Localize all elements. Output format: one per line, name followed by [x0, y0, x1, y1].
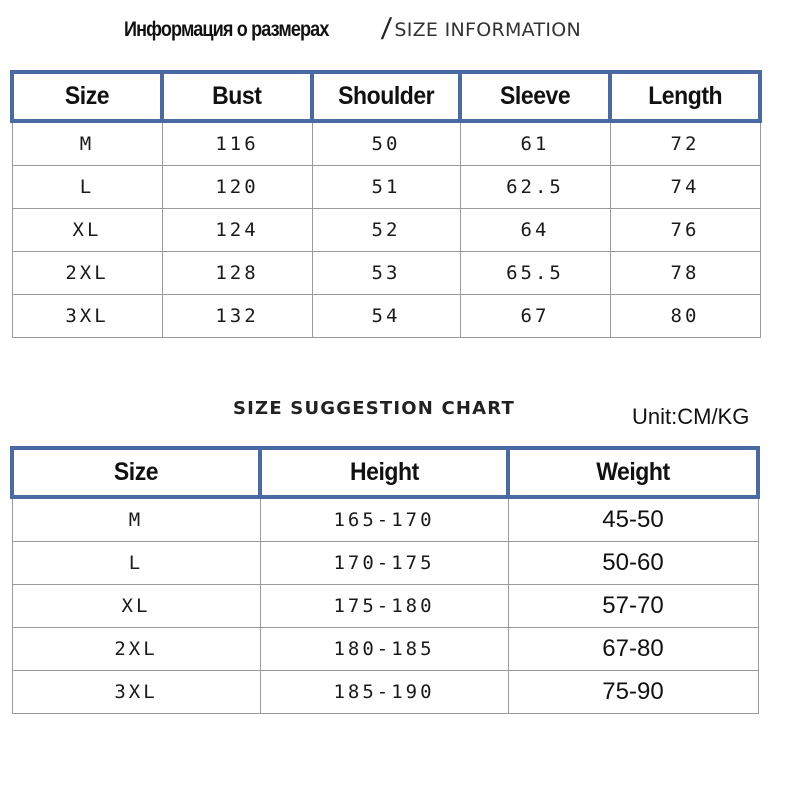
- height-cell: 185-190: [260, 671, 508, 714]
- size-cell: M: [12, 121, 162, 166]
- size-cell: M: [12, 497, 260, 542]
- height-cell: 180-185: [260, 628, 508, 671]
- shoulder-cell: 53: [312, 252, 460, 295]
- table-row: [12, 166, 760, 209]
- table-header-row: [12, 448, 758, 497]
- size-cell: XL: [12, 209, 162, 252]
- table-header-row: [12, 72, 760, 121]
- bust-cell: 120: [162, 166, 312, 209]
- column-header-size: Size: [12, 448, 260, 497]
- size-cell: L: [12, 166, 162, 209]
- size-information-table: [10, 70, 762, 338]
- shoulder-cell: 51: [312, 166, 460, 209]
- table-row: [12, 121, 760, 166]
- shoulder-cell: 52: [312, 209, 460, 252]
- column-header-shoulder: Shoulder: [312, 72, 460, 121]
- table-row: [12, 295, 760, 338]
- height-cell: 175-180: [260, 585, 508, 628]
- size-cell: 2XL: [12, 628, 260, 671]
- title-separator: /: [379, 13, 393, 46]
- size-cell: 3XL: [12, 671, 260, 714]
- weight-cell: 75-90: [508, 671, 758, 714]
- size-suggestion-title: SIZE SUGGESTION CHART: [233, 398, 516, 419]
- weight-cell: 45-50: [508, 497, 758, 542]
- weight-cell: 67-80: [508, 628, 758, 671]
- length-cell: 74: [610, 166, 760, 209]
- bust-cell: 132: [162, 295, 312, 338]
- shoulder-cell: 50: [312, 121, 460, 166]
- table-row: [12, 628, 758, 671]
- column-header-size: Size: [12, 72, 162, 121]
- title-english: SIZE INFORMATION: [394, 19, 582, 41]
- table-row: [12, 671, 758, 714]
- size-cell: 2XL: [12, 252, 162, 295]
- table-row: [12, 585, 758, 628]
- unit-label: Unit:CM/KG: [632, 404, 750, 429]
- sleeve-cell: 61: [460, 121, 610, 166]
- sleeve-cell: 67: [460, 295, 610, 338]
- table-row: [12, 252, 760, 295]
- sleeve-cell: 65.5: [460, 252, 610, 295]
- page-title: [124, 14, 581, 46]
- sleeve-cell: 62.5: [460, 166, 610, 209]
- column-header-length: Length: [610, 72, 760, 121]
- length-cell: 80: [610, 295, 760, 338]
- size-cell: L: [12, 542, 260, 585]
- length-cell: 78: [610, 252, 760, 295]
- size-cell: 3XL: [12, 295, 162, 338]
- bust-cell: 128: [162, 252, 312, 295]
- column-header-sleeve: Sleeve: [460, 72, 610, 121]
- height-cell: 165-170: [260, 497, 508, 542]
- length-cell: 72: [610, 121, 760, 166]
- weight-cell: 50-60: [508, 542, 758, 585]
- length-cell: 76: [610, 209, 760, 252]
- size-suggestion-table: [10, 446, 760, 714]
- title-russian: Информация о размерах: [124, 18, 329, 41]
- table-row: [12, 542, 758, 585]
- bust-cell: 116: [162, 121, 312, 166]
- weight-cell: 57-70: [508, 585, 758, 628]
- bust-cell: 124: [162, 209, 312, 252]
- table-row: [12, 209, 760, 252]
- column-header-height: Height: [260, 448, 508, 497]
- column-header-weight: Weight: [508, 448, 758, 497]
- height-cell: 170-175: [260, 542, 508, 585]
- shoulder-cell: 54: [312, 295, 460, 338]
- table-row: [12, 497, 758, 542]
- column-header-bust: Bust: [162, 72, 312, 121]
- sleeve-cell: 64: [460, 209, 610, 252]
- size-cell: XL: [12, 585, 260, 628]
